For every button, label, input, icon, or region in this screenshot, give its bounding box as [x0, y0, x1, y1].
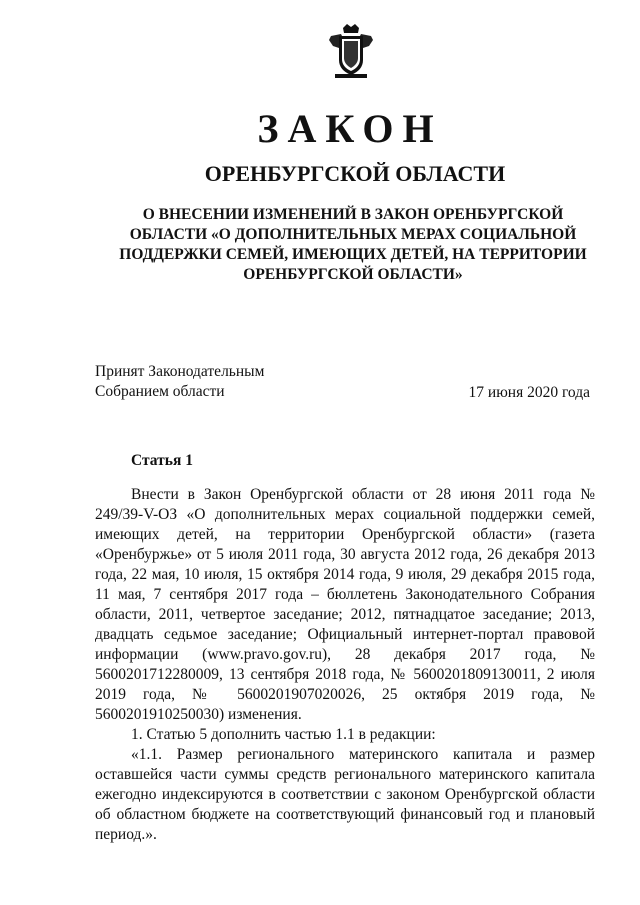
adoption-line-2: Собранием области [95, 383, 225, 400]
adoption-date: 17 июня 2020 года [468, 384, 590, 401]
article-title: Статья 1 [131, 452, 193, 469]
region-title: ОРЕНБУРГСКОЙ ОБЛАСТИ [204, 161, 506, 186]
adoption-block [95, 362, 264, 402]
article-paragraph-3: «1.1. Размер регионального материнского капитала и размер оставшейся части суммы средств регионального материнского капитала ежегодно индексируются в соответствии с законом Оренбургской области об областном бюджете на соответствующий финансовый год и плановый период.». [95, 746, 595, 843]
coat-of-arms-emblem [327, 22, 375, 80]
article-paragraph-1: Внести в Закон Оренбургской области от 28 июня 2011 года № 249/39-V-ОЗ «О дополнительных мерах социальной поддержки семей, имеющих детей, на территории Оренбургской области» (газета «Оренбуржье» от 5 июля 2011 года, 30 августа 2012 года, 26 декабря 2013 года, 22 мая, 10 июля, 15 октября 2014 года, 9 июля, 29 декабря 2015 года, 11 мая, 7 сентября 2017 года – бюллетень Законодательного Собрания области, 2011, четвертое заседание; 2012, пятнадцатое заседание; 2013, двадцать седьмое заседание; Официальный интернет-портал правовой информации (www.pravo.gov.ru), 28 декабря 2017 года, № 5600201712280009, 13 сентября 2018 года, № 5600201809130011, 2 июля 2019 года, № 5600201907020026, 25 октября 2019 года, № 5600201910250030) изменения. [95, 486, 595, 723]
adoption-line-1: Принят Законодательным [95, 363, 265, 380]
article-body [95, 485, 595, 845]
law-subject: О ВНЕСЕНИИ ИЗМЕНЕНИЙ В ЗАКОН ОРЕНБУРГСКОЙ ОБЛАСТИ «О ДОПОЛНИТЕЛЬНЫХ МЕРАХ СОЦИАЛЬНОЙ ПОДДЕРЖКИ СЕМЕЙ, ИМЕЮЩИХ ДЕТЕЙ, НА ТЕРРИТОРИИ ОРЕНБУРГСКОЙ ОБЛАСТИ» [119, 206, 587, 283]
law-title: ЗАКОН [257, 106, 443, 151]
article-paragraph-2: 1. Статью 5 дополнить частью 1.1 в редакции: [131, 726, 436, 743]
